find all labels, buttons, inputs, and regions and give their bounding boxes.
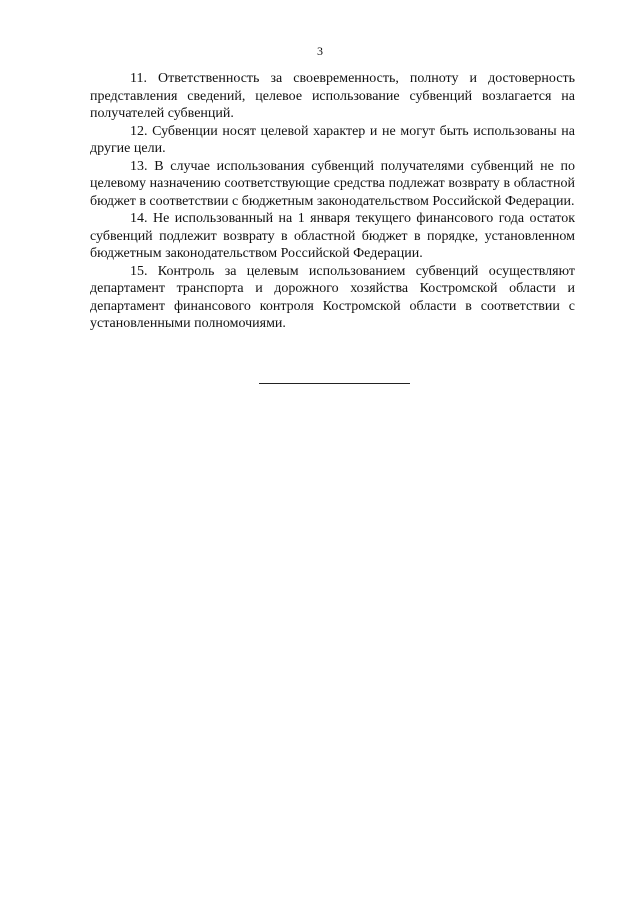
paragraph-11: 11. Ответственность за своевременность, полноту и достоверность представления сведений, целевое использование субвенций возлагается на получателей субвенций. bbox=[90, 71, 575, 121]
closing-separator-line bbox=[259, 383, 410, 384]
paragraph-12: 12. Субвенции носят целевой характер и не могут быть использованы на другие цели. bbox=[90, 123, 575, 156]
document-body bbox=[90, 70, 575, 333]
paragraph-14: 14. Не использованный на 1 января текущего финансового года остаток субвенций подлежит возврату в областной бюджет в порядке, установленном бюджетным законодательством Российской Федерации. bbox=[90, 211, 575, 261]
paragraph-15: 15. Контроль за целевым использованием субвенций осуществляют департамент транспорта и дорожного хозяйства Костромской области и департамент финансового контроля Костромской области в соответствии с установленными полномочиями. bbox=[90, 263, 575, 331]
page-number: 3 bbox=[317, 44, 323, 58]
paragraph-13: 13. В случае использования субвенций получателями субвенций не по целевому назначению соответствующие средства подлежат возврату в областной бюджет в соответствии с бюджетным законодательством Российской Федерации. bbox=[90, 158, 575, 209]
